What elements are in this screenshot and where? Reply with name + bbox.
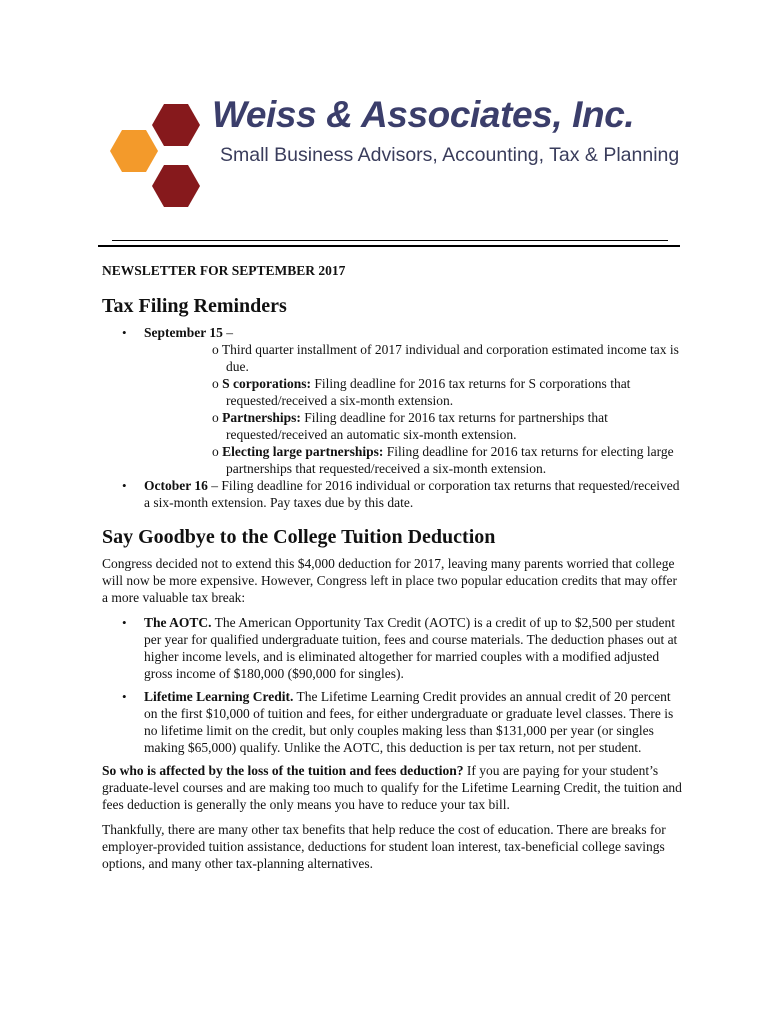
reminder-date: September 15 bbox=[144, 325, 223, 340]
reminder-subitem-text: Third quarter installment of 2017 individual and corporation estimated income tax is due. bbox=[221, 342, 679, 374]
hex-top-maroon bbox=[152, 104, 200, 146]
hex-bottom-maroon bbox=[152, 165, 200, 207]
credit-text: The American Opportunity Tax Credit (AOTC) is a credit of up to $2,500 per student per year for qualified undergraduate tuition, fees and course materials. The deduction phases out at higher income levels, and is eliminated altogether for married couples with a modified adjusted gross income of $180,000 ($90,000 for singles). bbox=[144, 615, 678, 681]
reminder-subitem bbox=[144, 443, 682, 477]
reminder-dash: – bbox=[222, 325, 233, 340]
company-logo bbox=[108, 88, 688, 218]
newsletter-label: NEWSLETTER FOR SEPTEMBER 2017 bbox=[102, 263, 346, 278]
section-title-college-tuition: Say Goodbye to the College Tuition Deduction bbox=[102, 526, 496, 548]
reminder-subitem bbox=[144, 375, 682, 409]
credit-item bbox=[102, 614, 682, 682]
newsletter-body bbox=[102, 262, 682, 880]
question-text: If you are paying for your student’s graduate-level courses and are making too much to qualify for the Lifetime Learning Credit, the tuition and fees deduction is generally the only means you have to reduce your tax bill. bbox=[102, 763, 682, 812]
reminder-subitem bbox=[144, 341, 682, 375]
credit-text: The Lifetime Learning Credit provides an annual credit of 20 percent on the first $10,000 of tuition and fees, for either undergraduate or graduate level classes. There is no lifetime limit on the credit, but only couples making less than $131,000 per year (or singles making $65,000) qualify. Unlike the AOTC, this deduction is per tax return, not per student. bbox=[144, 689, 674, 755]
reminder-sublist bbox=[144, 341, 682, 477]
company-name: Weiss & Associates, Inc. bbox=[212, 94, 635, 135]
company-tagline: Small Business Advisors, Accounting, Tax & Planning bbox=[220, 144, 680, 166]
reminder-list bbox=[102, 324, 682, 511]
reminder-subitem-lead: S corporations: bbox=[222, 376, 311, 391]
hexagon-logo-icon bbox=[108, 88, 212, 218]
question-lead: So who is affected by the loss of the tuition and fees deduction? bbox=[102, 763, 464, 778]
header-divider-thick bbox=[98, 245, 680, 247]
reminder-subitem bbox=[144, 409, 682, 443]
paragraph-closing: Thankfully, there are many other tax benefits that help reduce the cost of education. There are breaks for employer-provided tuition assistance, deductions for student loan interest, tax-beneficial college savings options, and many other tax-planning alternatives. bbox=[102, 822, 666, 871]
section-title-tax-filing: Tax Filing Reminders bbox=[102, 295, 287, 317]
credit-item bbox=[102, 688, 682, 756]
reminder-subitem-text: Filing deadline for 2016 tax returns for S corporations that requested/received a six-month extension. bbox=[226, 376, 631, 408]
reminder-subitem-lead: Electing large partnerships: bbox=[222, 444, 384, 459]
reminder-subitem-text: Filing deadline for 2016 tax returns for electing large partnerships that requested/received a six-month extension. bbox=[226, 444, 674, 476]
reminder-subitem-text: Filing deadline for 2016 tax returns for partnerships that requested/received an automatic six-month extension. bbox=[226, 410, 608, 442]
reminder-item bbox=[102, 324, 682, 477]
hex-left-orange bbox=[110, 130, 158, 172]
reminder-dash: – bbox=[207, 478, 218, 493]
credit-lead: The AOTC. bbox=[144, 615, 212, 630]
reminder-item bbox=[102, 477, 682, 511]
paragraph-intro: Congress decided not to extend this $4,000 deduction for 2017, leaving many parents worried that college will now be more expensive. However, Congress left in place two popular education credits that may offer a more valuable tax break: bbox=[102, 556, 678, 605]
header-divider-thin bbox=[112, 240, 668, 241]
credit-list bbox=[102, 614, 682, 756]
paragraph-question bbox=[102, 762, 682, 813]
reminder-subitem-lead: Partnerships: bbox=[222, 410, 301, 425]
reminder-text: Filing deadline for 2016 individual or corporation tax returns that requested/received a six-month extension. Pay taxes due by this date. bbox=[144, 478, 680, 510]
reminder-date: October 16 bbox=[144, 478, 208, 493]
credit-lead: Lifetime Learning Credit. bbox=[144, 689, 294, 704]
